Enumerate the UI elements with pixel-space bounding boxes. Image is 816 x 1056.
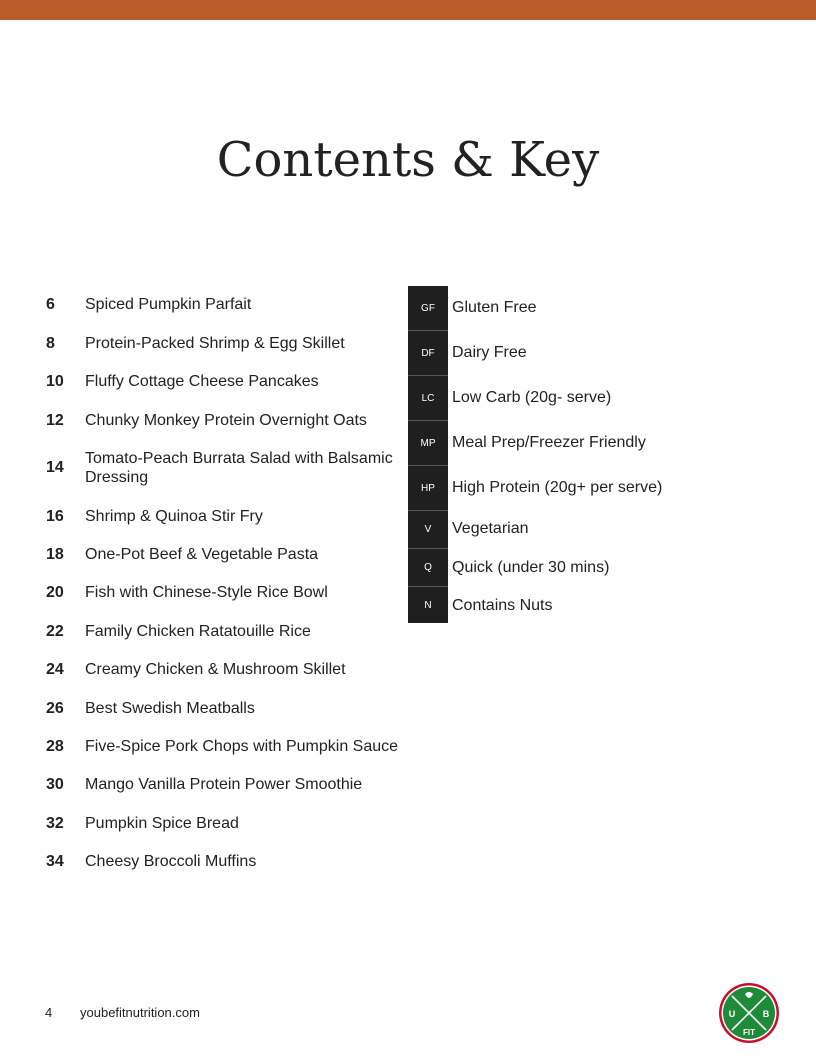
key-label: Vegetarian xyxy=(452,520,529,537)
key-label: High Protein (20g+ per serve) xyxy=(452,479,663,496)
toc-row xyxy=(46,583,406,602)
toc-page-number: 16 xyxy=(46,507,64,525)
toc-row xyxy=(46,295,406,314)
toc-recipe-title: Creamy Chicken & Mushroom Skillet xyxy=(85,661,346,678)
toc-row xyxy=(46,852,406,871)
toc-page-number: 18 xyxy=(46,545,64,563)
toc-row xyxy=(46,545,406,564)
toc-row xyxy=(46,737,406,756)
key-label: Meal Prep/Freezer Friendly xyxy=(452,434,646,451)
toc-page-number: 22 xyxy=(46,622,64,640)
toc-recipe-title: Five-Spice Pork Chops with Pumpkin Sauce xyxy=(85,738,399,755)
toc-row xyxy=(46,334,406,353)
toc-row xyxy=(46,814,406,833)
footer-website: youbefitnutrition.com xyxy=(80,1005,200,1020)
key-badge-vegetarian: V xyxy=(408,511,448,549)
toc-page-number: 32 xyxy=(46,814,64,832)
footer-page-number: 4 xyxy=(45,1005,53,1020)
toc-page-number: 8 xyxy=(46,334,55,352)
toc-recipe-title: Family Chicken Ratatouille Rice xyxy=(85,623,311,640)
logo-text-fit: FIT xyxy=(743,1028,755,1037)
toc-page-number: 30 xyxy=(46,775,64,793)
toc-page-number: 12 xyxy=(46,411,64,429)
toc-row xyxy=(46,372,406,391)
toc-recipe-title: Chunky Monkey Protein Overnight Oats xyxy=(85,412,367,429)
toc-page-number: 6 xyxy=(46,295,55,313)
toc-row xyxy=(46,699,406,718)
top-accent-bar xyxy=(0,0,816,20)
key-label: Dairy Free xyxy=(452,344,527,361)
toc-recipe-title: Shrimp & Quinoa Stir Fry xyxy=(85,508,263,525)
key-label: Gluten Free xyxy=(452,299,537,316)
toc-page-number: 20 xyxy=(46,583,64,601)
toc-row xyxy=(46,660,406,679)
toc-recipe-title: Mango Vanilla Protein Power Smoothie xyxy=(85,776,363,793)
key-badge-gluten-free: GF xyxy=(408,286,448,331)
brand-logo xyxy=(718,982,780,1044)
logo-letter-u: U xyxy=(728,1009,736,1019)
key-badge-high-protein: HP xyxy=(408,466,448,511)
toc-recipe-title: Spiced Pumpkin Parfait xyxy=(85,296,252,313)
toc-row xyxy=(46,507,406,526)
toc-recipe-title: Protein-Packed Shrimp & Egg Skillet xyxy=(85,335,345,352)
toc-recipe-title: Best Swedish Meatballs xyxy=(85,700,255,717)
toc-recipe-title: Tomato-Peach Burrata Salad with Balsamic Dressing xyxy=(85,450,393,486)
toc-recipe-title: Fish with Chinese-Style Rice Bowl xyxy=(85,584,328,601)
toc-recipe-title: One-Pot Beef & Vegetable Pasta xyxy=(85,546,319,563)
logo-letter-b: B xyxy=(762,1009,770,1019)
toc-recipe-title: Cheesy Broccoli Muffins xyxy=(85,853,257,870)
toc-page-number: 14 xyxy=(46,459,64,476)
toc-page-number: 24 xyxy=(46,660,64,678)
page-title: Contents & Key xyxy=(216,132,600,188)
key-badge-quick: Q xyxy=(408,549,448,587)
toc-row xyxy=(46,775,406,794)
toc-row xyxy=(46,449,406,487)
key-label: Low Carb (20g- serve) xyxy=(452,389,612,406)
toc-recipe-title: Pumpkin Spice Bread xyxy=(85,815,239,832)
key-badge-low-carb: LC xyxy=(408,376,448,421)
toc-page-number: 28 xyxy=(46,737,64,755)
key-label: Quick (under 30 mins) xyxy=(452,559,610,576)
key-label: Contains Nuts xyxy=(452,597,553,614)
toc-recipe-title: Fluffy Cottage Cheese Pancakes xyxy=(85,373,319,390)
toc-page-number: 26 xyxy=(46,699,64,717)
key-badge-meal-prep: MP xyxy=(408,421,448,466)
toc-row xyxy=(46,411,406,430)
toc-page-number: 10 xyxy=(46,372,64,390)
toc-page-number: 34 xyxy=(46,852,64,870)
key-badge-dairy-free: DF xyxy=(408,331,448,376)
key-badge-contains-nuts: N xyxy=(408,587,448,623)
toc-row xyxy=(46,622,406,641)
